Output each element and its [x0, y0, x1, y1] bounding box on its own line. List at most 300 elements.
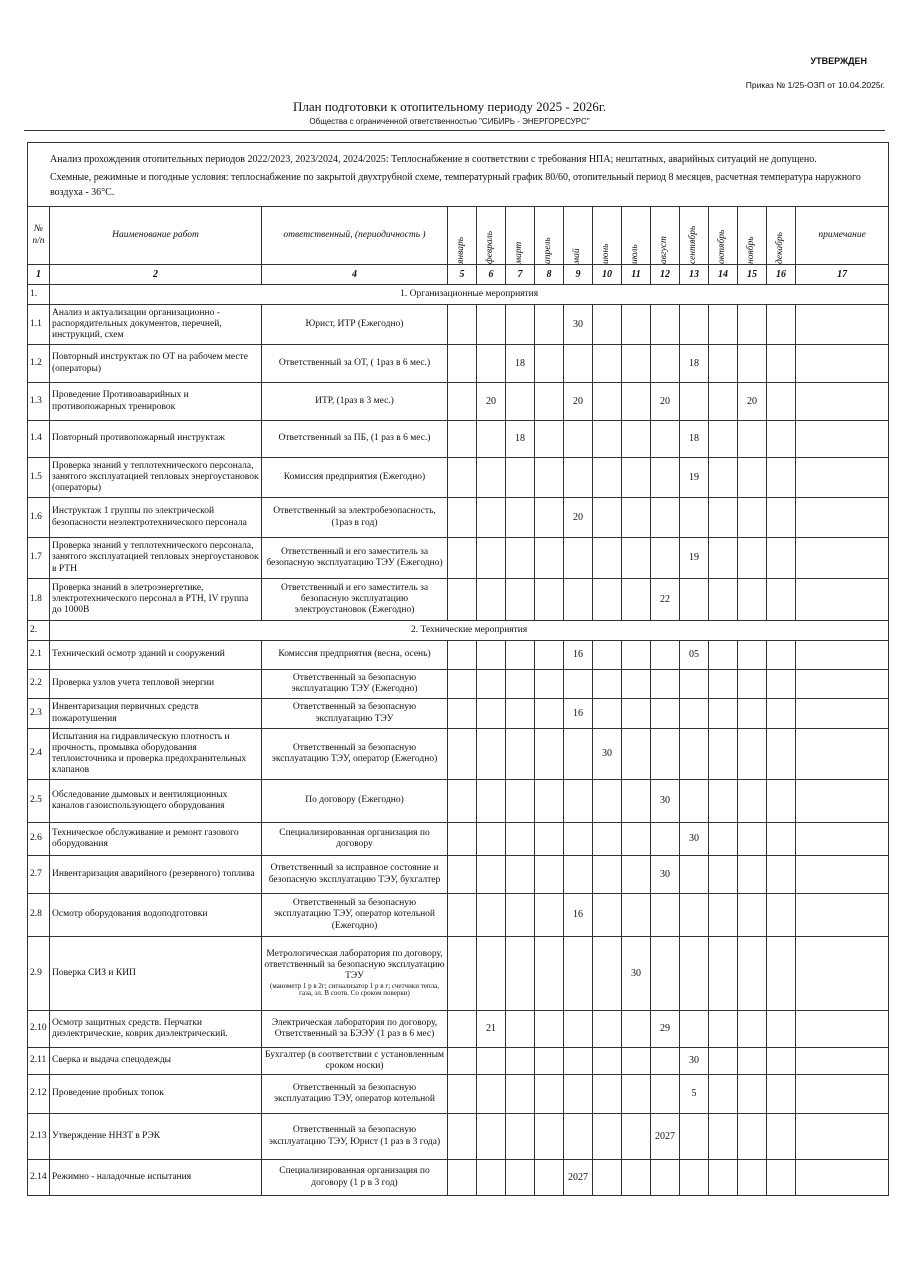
approval-stamp: УТВЕРЖДЕН: [810, 56, 867, 66]
month-cell: [506, 729, 535, 780]
month-cell: [593, 1048, 622, 1075]
month-cell: [709, 894, 738, 937]
table-row: [28, 579, 889, 621]
month-cell: [709, 1048, 738, 1075]
month-cell: [651, 538, 680, 579]
responsible-text: Ответственный за электробезопасность, (1раз в год): [273, 506, 436, 528]
month-cell: [738, 345, 767, 383]
note-cell: [796, 345, 889, 383]
row-number: 2.3: [28, 699, 50, 729]
month-cell: [767, 641, 796, 670]
month-cell: [767, 305, 796, 345]
month-cell: [593, 894, 622, 937]
note-cell: [796, 458, 889, 498]
month-cell: [477, 641, 506, 670]
month-cell: [622, 894, 651, 937]
responsible-text: Юрист, ИТР (Ежегодно): [305, 318, 404, 329]
month-cell: 20: [477, 383, 506, 421]
row-number: 2.6: [28, 823, 50, 856]
table-row: [28, 538, 889, 579]
month-cell: [593, 1114, 622, 1160]
month-cell: [738, 498, 767, 538]
col-month-jun: июнь: [593, 207, 622, 265]
month-cell: [448, 458, 477, 498]
month-cell: [506, 780, 535, 823]
month-cell: [622, 458, 651, 498]
month-cell: [738, 699, 767, 729]
note-cell: [796, 421, 889, 458]
responsible-cell: [262, 894, 448, 937]
responsible-cell: [262, 1011, 448, 1048]
month-cell: [564, 421, 593, 458]
month-cell: [680, 856, 709, 894]
work-name: Проверка знаний у теплотехнического персонала, занятого эксплуатацией тепловых энергоустановок в РТН: [50, 538, 262, 579]
section-title: 2. Технические мероприятия: [50, 621, 889, 641]
work-name: Режимно - наладочные испытания: [50, 1160, 262, 1196]
col-index: 12: [651, 265, 680, 285]
month-cell: [448, 305, 477, 345]
month-cell: [564, 1048, 593, 1075]
month-cell: [738, 538, 767, 579]
responsible-cell: [262, 823, 448, 856]
col-index: 5: [448, 265, 477, 285]
row-number: 1.6: [28, 498, 50, 538]
month-cell: [651, 699, 680, 729]
responsible-text: Ответственный за ПБ, (1 раз в 6 мес.): [278, 433, 431, 444]
table-row: [28, 670, 889, 699]
month-cell: [767, 383, 796, 421]
col-month-oct: октябрь: [709, 207, 738, 265]
row-number: 2.13: [28, 1114, 50, 1160]
month-cell: [651, 498, 680, 538]
month-cell: [448, 1075, 477, 1114]
month-cell: [535, 937, 564, 1011]
col-note-header: примечание: [796, 207, 889, 265]
row-number: 1.7: [28, 538, 50, 579]
month-cell: [564, 1114, 593, 1160]
responsible-text: Специализированная организация по договору: [279, 827, 430, 849]
month-cell: [622, 729, 651, 780]
month-cell: 29: [651, 1011, 680, 1048]
month-cell: [738, 641, 767, 670]
note-cell: [796, 498, 889, 538]
month-cell: [535, 641, 564, 670]
section-title: 1. Организационные мероприятия: [50, 285, 889, 305]
month-cell: [535, 823, 564, 856]
month-cell: [535, 538, 564, 579]
month-cell: [622, 1114, 651, 1160]
work-name: Анализ и актуализации организационно - распорядительных документов, перечней, инструкций, схем: [50, 305, 262, 345]
month-cell: 20: [564, 383, 593, 421]
order-reference: Приказ № 1/25-ОЗП от 10.04.2025г.: [745, 80, 885, 90]
month-cell: [564, 823, 593, 856]
responsible-text: ИТР, (1раз в 3 мес.): [315, 395, 394, 406]
section-row: [28, 621, 889, 641]
row-number: 2.2: [28, 670, 50, 699]
month-cell: 21: [477, 1011, 506, 1048]
responsible-text: Комиссия предприятия (Ежегодно): [283, 471, 426, 482]
month-cell: [738, 458, 767, 498]
month-cell: [651, 641, 680, 670]
month-cell: [477, 937, 506, 1011]
month-cell: [535, 894, 564, 937]
col-month-jan: январь: [448, 207, 477, 265]
section-number: 2.: [28, 621, 50, 641]
month-cell: [738, 1160, 767, 1196]
work-name: Испытания на гидравлическую плотность и прочность, промывка оборудования теплоисточника и проверка предохранительных клапанов: [50, 729, 262, 780]
month-cell: [593, 1011, 622, 1048]
month-cell: 18: [680, 421, 709, 458]
col-month-apr: апрель: [535, 207, 564, 265]
table-row: [28, 1114, 889, 1160]
month-cell: [448, 1114, 477, 1160]
responsible-cell: [262, 458, 448, 498]
month-cell: 18: [506, 345, 535, 383]
responsible-text: Бухгалтер (в соответствии с установленным сроком носки): [265, 1049, 444, 1071]
month-cell: [564, 780, 593, 823]
responsible-text: Ответственный за безопасную эксплуатацию ТЭУ, Юрист (1 раз в 3 года): [268, 1125, 441, 1147]
table-row: [28, 458, 889, 498]
month-cell: [709, 421, 738, 458]
row-number: 1.2: [28, 345, 50, 383]
month-cell: [593, 780, 622, 823]
month-cell: [448, 1048, 477, 1075]
col-resp-header: ответственный, (периодичность ): [262, 207, 448, 265]
month-cell: [477, 856, 506, 894]
month-cell: [593, 305, 622, 345]
month-cell: [709, 641, 738, 670]
responsible-cell: [262, 937, 448, 1011]
col-index: 1: [28, 265, 50, 285]
month-cell: 16: [564, 894, 593, 937]
month-cell: [593, 1160, 622, 1196]
month-cell: [651, 345, 680, 383]
month-cell: [709, 1011, 738, 1048]
note-cell: [796, 1114, 889, 1160]
month-cell: [767, 579, 796, 621]
month-cell: [680, 1011, 709, 1048]
month-cell: [767, 421, 796, 458]
col-index: 14: [709, 265, 738, 285]
month-cell: [506, 823, 535, 856]
month-cell: [622, 1048, 651, 1075]
month-cell: [651, 1075, 680, 1114]
row-number: 2.4: [28, 729, 50, 780]
month-cell: [448, 641, 477, 670]
month-cell: [593, 823, 622, 856]
note-cell: [796, 641, 889, 670]
month-cell: [738, 1075, 767, 1114]
month-cell: [506, 458, 535, 498]
month-cell: [477, 421, 506, 458]
month-cell: [593, 498, 622, 538]
row-number: 2.10: [28, 1011, 50, 1048]
col-index: 15: [738, 265, 767, 285]
work-name: Утверждение ННЗТ в РЭК: [50, 1114, 262, 1160]
col-index: 7: [506, 265, 535, 285]
col-index: 17: [796, 265, 889, 285]
month-cell: 30: [651, 856, 680, 894]
month-cell: [477, 729, 506, 780]
month-cell: [622, 699, 651, 729]
month-cell: [622, 305, 651, 345]
month-cell: [564, 1075, 593, 1114]
table-row: [28, 421, 889, 458]
month-cell: [477, 1075, 506, 1114]
row-number: 1.4: [28, 421, 50, 458]
month-cell: [477, 538, 506, 579]
row-number: 2.7: [28, 856, 50, 894]
month-cell: [593, 641, 622, 670]
month-cell: [767, 670, 796, 699]
table-row: [28, 823, 889, 856]
month-cell: 16: [564, 641, 593, 670]
month-cell: [477, 894, 506, 937]
responsible-text: Ответственный за безопасную эксплуатацию ТЭУ, оператор (Ежегодно): [271, 742, 438, 764]
work-name: Сверка и выдача спецодежды: [50, 1048, 262, 1075]
work-name: Техническое обслуживание и ремонт газового оборудования: [50, 823, 262, 856]
month-cell: [767, 1075, 796, 1114]
month-cell: [767, 699, 796, 729]
month-cell: [593, 1075, 622, 1114]
month-cell: [680, 579, 709, 621]
month-cell: [709, 1114, 738, 1160]
table-row: [28, 1011, 889, 1048]
table-row: [28, 894, 889, 937]
month-cell: [448, 729, 477, 780]
month-cell: [651, 670, 680, 699]
note-cell: [796, 780, 889, 823]
column-index-row: [28, 265, 889, 285]
month-cell: [564, 670, 593, 699]
note-cell: [796, 1048, 889, 1075]
row-number: 1.8: [28, 579, 50, 621]
month-cell: [448, 823, 477, 856]
row-number: 2.8: [28, 894, 50, 937]
month-cell: [506, 894, 535, 937]
month-cell: [535, 1075, 564, 1114]
section-row: [28, 285, 889, 305]
month-cell: [622, 421, 651, 458]
month-cell: [680, 1160, 709, 1196]
responsible-cell: [262, 345, 448, 383]
month-cell: [709, 1160, 738, 1196]
month-cell: [622, 1011, 651, 1048]
col-work-header: Наименование работ: [50, 207, 262, 265]
month-cell: [477, 670, 506, 699]
month-cell: [709, 856, 738, 894]
month-cell: [535, 699, 564, 729]
responsible-text: Ответственный за безопасную эксплуатацию ТЭУ, оператор котельной (Ежегодно): [273, 898, 435, 931]
month-cell: [767, 937, 796, 1011]
month-cell: [651, 458, 680, 498]
month-cell: [535, 780, 564, 823]
table-row: [28, 780, 889, 823]
responsible-cell: [262, 1075, 448, 1114]
month-cell: [738, 1011, 767, 1048]
responsible-cell: [262, 1114, 448, 1160]
note-cell: [796, 579, 889, 621]
responsible-text: Ответственный и его заместитель за безопасную эксплуатацию ТЭУ (Ежегодно): [266, 546, 443, 568]
month-cell: [506, 641, 535, 670]
month-cell: [680, 1114, 709, 1160]
organization-name: Общества с ограниченной ответственностью "СИБИРЬ - ЭНЕРГОРЕСУРС": [309, 117, 590, 126]
col-month-jul: июль: [622, 207, 651, 265]
month-cell: 30: [680, 823, 709, 856]
month-cell: [564, 1011, 593, 1048]
responsible-cell: [262, 1160, 448, 1196]
note-cell: [796, 823, 889, 856]
work-name: Обследование дымовых и вентиляционных каналов газоиспользующего оборудования: [50, 780, 262, 823]
month-cell: [477, 699, 506, 729]
month-cell: [535, 670, 564, 699]
responsible-cell: [262, 579, 448, 621]
intro-conditions: Схемные, режимные и погодные условия: теплоснабжение по закрытой двухтрубной схеме, температурный график 80/60, отопительный период 8 месяцев, расчетная температура наружного воздуха - 36°С.: [50, 171, 861, 198]
month-cell: [651, 823, 680, 856]
row-number: 1.5: [28, 458, 50, 498]
month-cell: [564, 538, 593, 579]
responsible-cell: [262, 780, 448, 823]
note-cell: [796, 894, 889, 937]
month-cell: 30: [622, 937, 651, 1011]
col-index: 6: [477, 265, 506, 285]
month-cell: [477, 823, 506, 856]
month-cell: [738, 780, 767, 823]
month-cell: [709, 498, 738, 538]
month-cell: [506, 937, 535, 1011]
month-cell: [564, 729, 593, 780]
intro-analysis: Анализ прохождения отопительных периодов 2022/2023, 2023/2024, 2024/2025: Теплоснабжение в соответствии с требования НПА; нештатных, аварийных ситуаций не допущено.: [50, 153, 817, 165]
month-cell: [767, 1160, 796, 1196]
month-cell: [680, 383, 709, 421]
col-month-mar: март: [506, 207, 535, 265]
month-cell: 20: [738, 383, 767, 421]
table-row: [28, 937, 889, 1011]
month-cell: [680, 305, 709, 345]
month-cell: [593, 699, 622, 729]
work-name: Осмотр оборудования водоподготовки: [50, 894, 262, 937]
month-cell: 20: [651, 383, 680, 421]
month-cell: [738, 579, 767, 621]
month-cell: [448, 894, 477, 937]
page-title: План подготовки к отопительному периоду 2025 - 2026г.: [292, 99, 607, 114]
month-cell: [506, 305, 535, 345]
month-cell: [709, 780, 738, 823]
month-cell: [448, 383, 477, 421]
responsible-text: Ответственный за безопасную эксплуатацию ТЭУ: [292, 702, 417, 724]
responsible-cell: [262, 1048, 448, 1075]
month-cell: [622, 1160, 651, 1196]
month-cell: [680, 498, 709, 538]
col-index: 8: [535, 265, 564, 285]
row-number: 2.5: [28, 780, 50, 823]
month-cell: [506, 856, 535, 894]
responsible-cell: [262, 421, 448, 458]
month-cell: 30: [593, 729, 622, 780]
month-cell: [622, 823, 651, 856]
month-cell: [535, 1114, 564, 1160]
month-cell: 2027: [564, 1160, 593, 1196]
month-cell: 30: [680, 1048, 709, 1075]
month-cell: [506, 498, 535, 538]
month-cell: [593, 383, 622, 421]
table-row: [28, 345, 889, 383]
month-cell: [564, 345, 593, 383]
month-cell: [535, 1011, 564, 1048]
responsible-text: Ответственный за безопасную эксплуатацию ТЭУ (Ежегодно): [291, 672, 418, 694]
month-cell: [593, 937, 622, 1011]
work-name: Проверка знаний в элетроэнергетике, электротехнического персонал в РТН, IV группа до 1000В: [50, 579, 262, 621]
month-cell: [535, 458, 564, 498]
responsible-text: Ответственный за исправное состояние и безопасную эксплуатацию ТЭУ, бухгалтер: [268, 863, 441, 885]
month-cell: [448, 345, 477, 383]
month-cell: [593, 856, 622, 894]
month-cell: [593, 421, 622, 458]
note-cell: [796, 729, 889, 780]
month-cell: [651, 729, 680, 780]
month-cell: [506, 1114, 535, 1160]
month-cell: [535, 305, 564, 345]
table-row: [28, 1160, 889, 1196]
note-cell: [796, 305, 889, 345]
col-month-sep: сентябрь: [680, 207, 709, 265]
month-cell: 18: [506, 421, 535, 458]
month-cell: [448, 498, 477, 538]
month-cell: [477, 1160, 506, 1196]
month-cell: [448, 937, 477, 1011]
month-cell: [477, 1048, 506, 1075]
responsible-cell: [262, 538, 448, 579]
row-number: 1.1: [28, 305, 50, 345]
month-cell: [709, 699, 738, 729]
month-cell: [506, 1075, 535, 1114]
month-cell: [622, 538, 651, 579]
month-cell: [767, 894, 796, 937]
month-cell: [535, 1048, 564, 1075]
month-cell: [738, 894, 767, 937]
row-number: 2.9: [28, 937, 50, 1011]
work-name: Проверка узлов учета тепловой энергии: [50, 670, 262, 699]
month-cell: [564, 458, 593, 498]
month-cell: [680, 670, 709, 699]
month-cell: 19: [680, 538, 709, 579]
month-cell: [506, 1160, 535, 1196]
month-cell: [738, 1114, 767, 1160]
month-cell: 20: [564, 498, 593, 538]
row-number: 2.11: [28, 1048, 50, 1075]
month-cell: [738, 421, 767, 458]
month-cell: [709, 937, 738, 1011]
month-cell: [477, 498, 506, 538]
month-cell: 05: [680, 641, 709, 670]
month-cell: [564, 937, 593, 1011]
responsible-text: Специализированная организация по договору (1 р в 3 год): [279, 1166, 430, 1188]
responsible-cell: [262, 498, 448, 538]
month-cell: [622, 670, 651, 699]
month-cell: 30: [564, 305, 593, 345]
month-cell: [767, 729, 796, 780]
note-cell: [796, 670, 889, 699]
col-month-aug: август: [651, 207, 680, 265]
month-cell: 5: [680, 1075, 709, 1114]
table-row: [28, 498, 889, 538]
month-cell: [738, 729, 767, 780]
col-index: 16: [767, 265, 796, 285]
col-index: 2: [50, 265, 262, 285]
month-cell: [448, 1160, 477, 1196]
table-row: [28, 641, 889, 670]
month-cell: [593, 345, 622, 383]
